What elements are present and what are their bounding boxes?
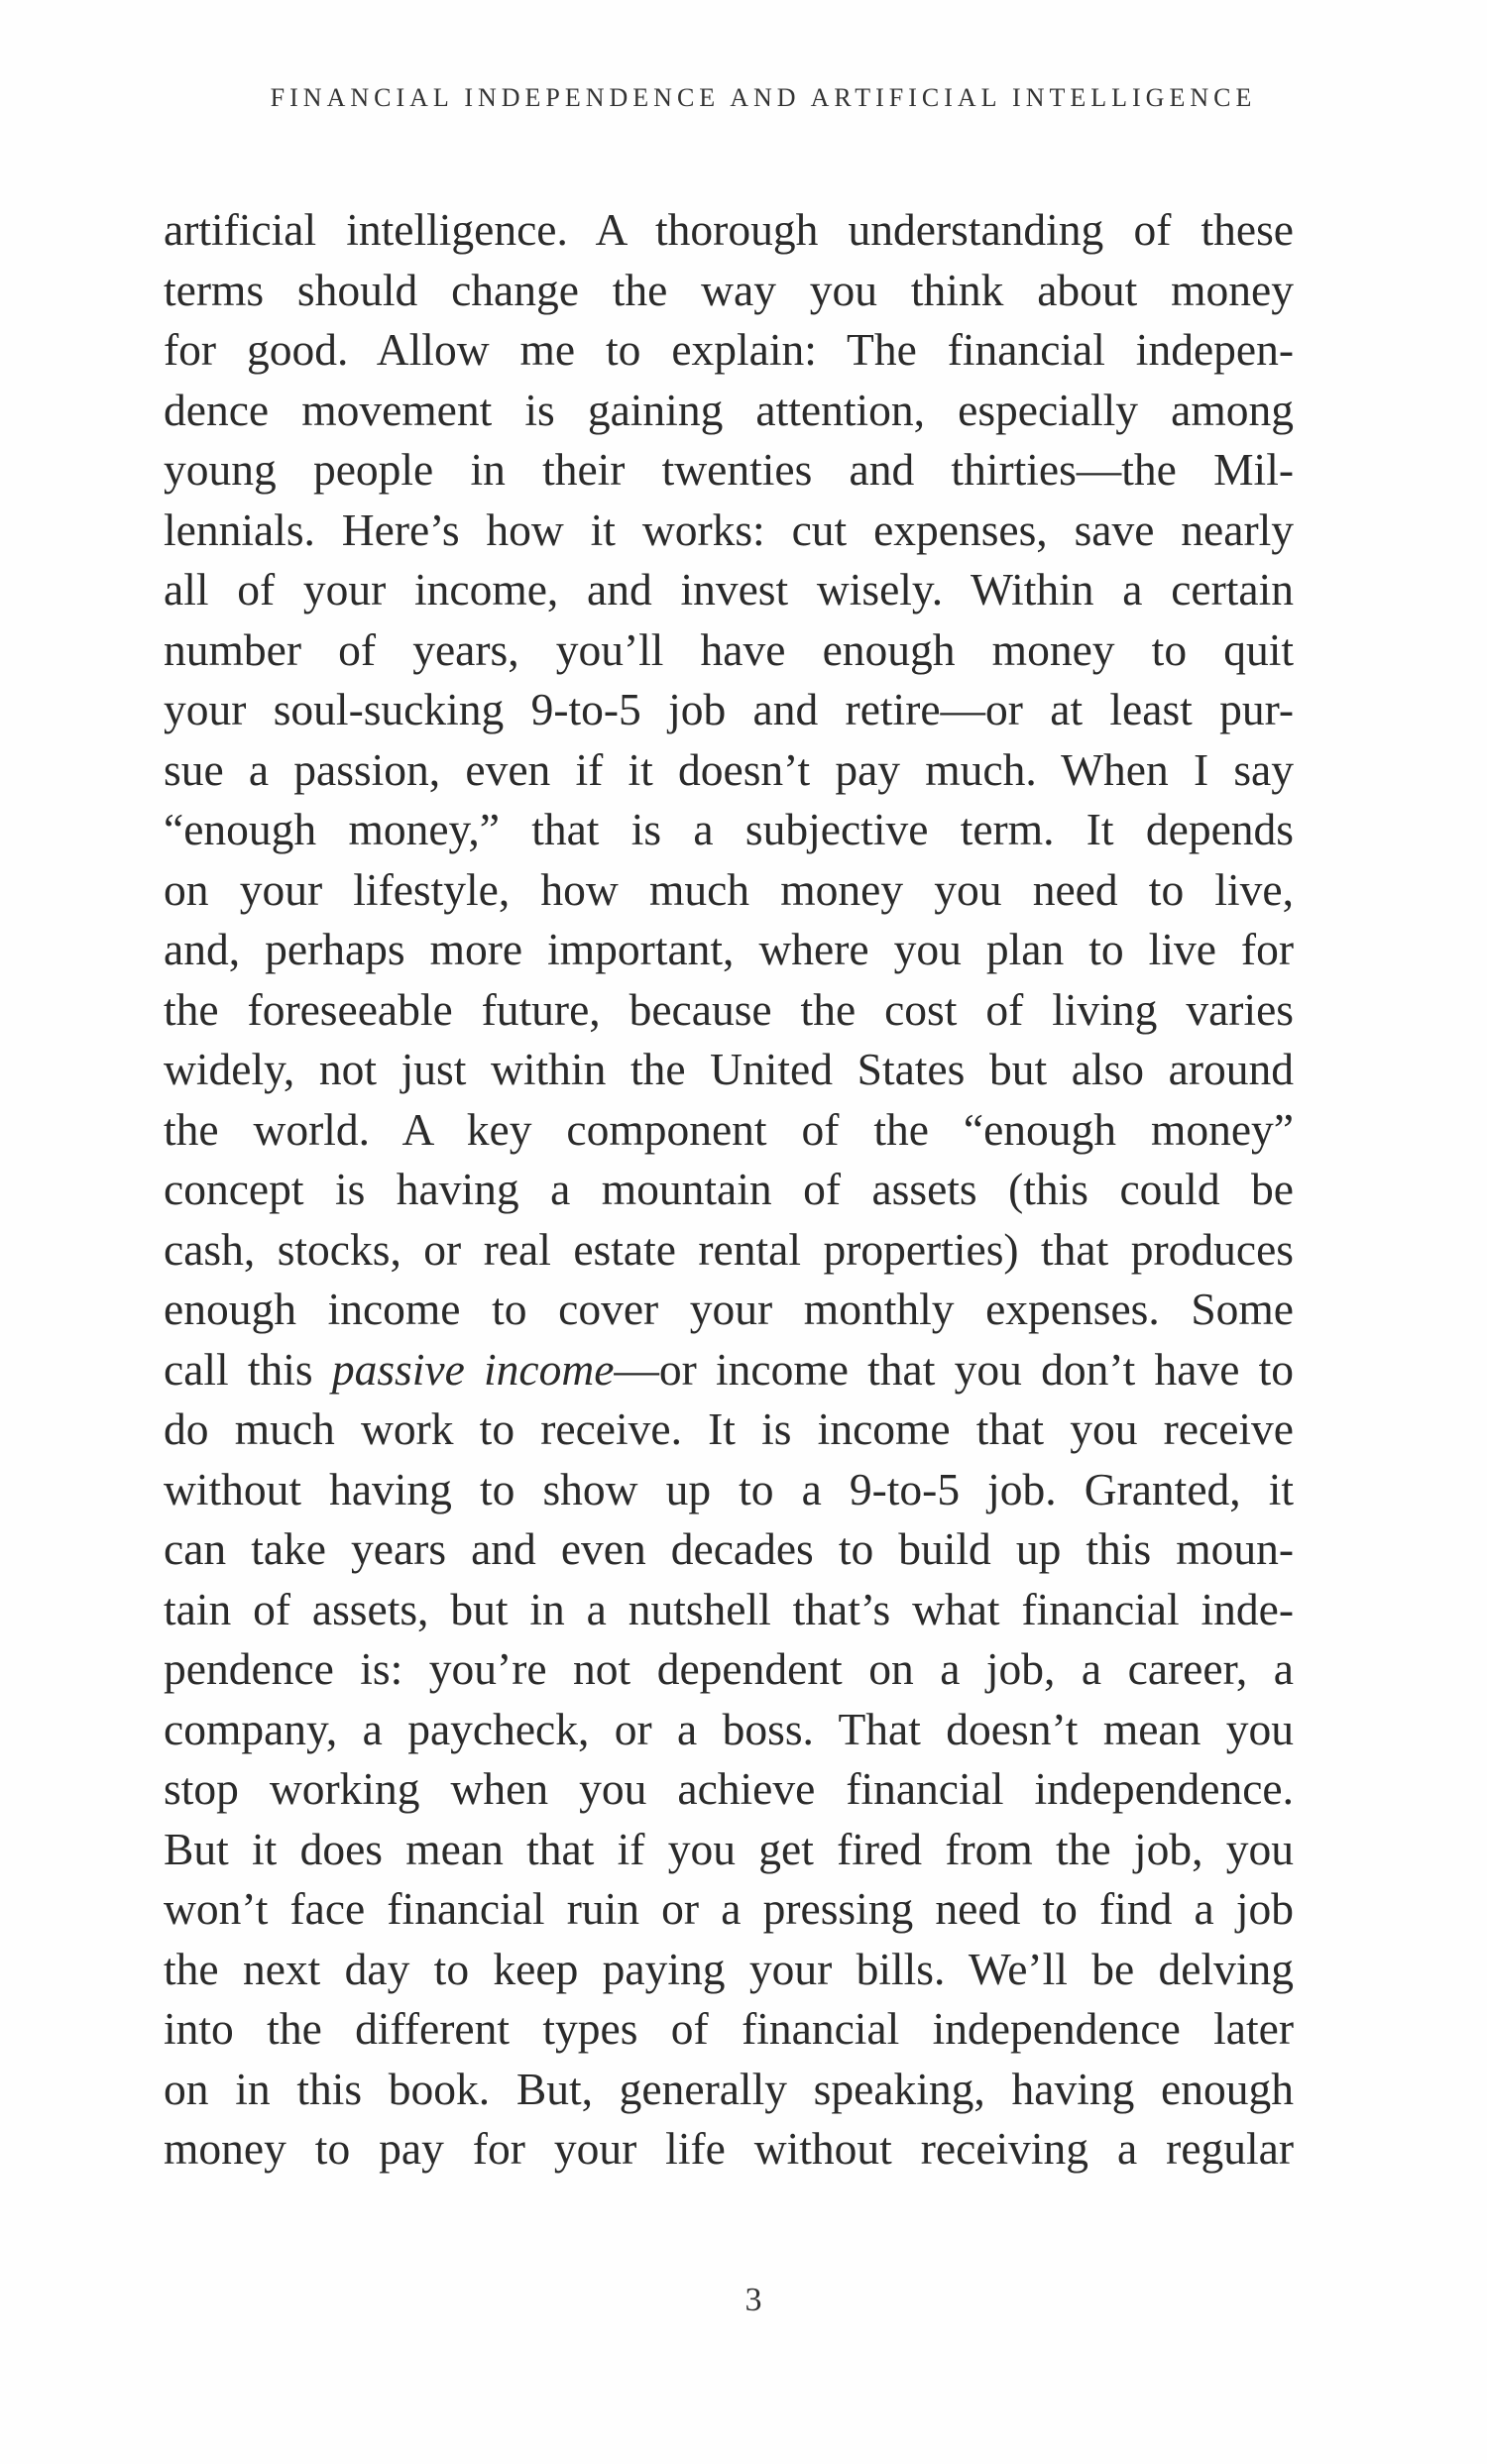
italic-term-passive-income: passive income <box>331 1343 615 1395</box>
text-line: money to pay for your life without receiving a regular <box>164 2123 1294 2174</box>
text-line: the foreseeable future, because the cost of living varies <box>164 983 1294 1035</box>
text-line: your soul-sucking 9-to-5 job and retire—or at least pur- <box>164 684 1294 734</box>
running-head: FINANCIAL INDEPENDENCE AND ARTIFICIAL INTELLIGENCE <box>270 83 1257 112</box>
text-line: do much work to receive. It is income that you receive <box>164 1403 1294 1454</box>
page-number: 3 <box>744 2282 762 2318</box>
line-text-after: —or income that you don’t have to <box>614 1343 1294 1395</box>
text-line: company, a paycheck, or a boss. That doesn’t mean you <box>164 1703 1294 1754</box>
text-line: sue a passion, even if it doesn’t pay much. When I say <box>164 743 1294 795</box>
text-line: young people in their twenties and thirties—the Mil- <box>164 444 1294 495</box>
text-line-with-italic <box>164 1340 1294 1400</box>
text-line: can take years and even decades to build up this moun- <box>164 1523 1294 1574</box>
text-line: for good. Allow me to explain: The financial indepen- <box>164 324 1294 375</box>
text-line: all of your income, and invest wisely. Within a certain <box>164 564 1294 615</box>
text-line: dence movement is gaining attention, especially among <box>164 384 1294 435</box>
body-paragraph <box>164 200 1294 2180</box>
text-line: the next day to keep paying your bills. We’ll be delving <box>164 1943 1294 1994</box>
text-line: and, perhaps more important, where you plan to live for <box>164 924 1294 974</box>
text-line: into the different types of financial independence later <box>164 2003 1294 2054</box>
text-line: number of years, you’ll have enough money to quit <box>164 623 1294 675</box>
text-line: lennials. Here’s how it works: cut expenses, save nearly <box>164 504 1294 555</box>
text-line: cash, stocks, or real estate rental properties) that produces <box>164 1223 1294 1275</box>
text-line: artificial intelligence. A thorough understanding of these <box>164 204 1294 255</box>
text-line: widely, not just within the United States but also around <box>164 1044 1294 1094</box>
line-text-before: call this <box>164 1343 332 1395</box>
text-line: concept is having a mountain of assets (this could be <box>164 1164 1294 1214</box>
text-line: without having to show up to a 9-to-5 job. Granted, it <box>164 1463 1294 1514</box>
text-line: “enough money,” that is a subjective term. It depends <box>164 804 1294 854</box>
text-line: the world. A key component of the “enough money” <box>164 1103 1294 1155</box>
text-line: won’t face financial ruin or a pressing need to find a job <box>164 1883 1294 1934</box>
text-line: enough income to cover your monthly expenses. Some <box>164 1284 1294 1334</box>
text-line: tain of assets, but in a nutshell that’s what financial inde- <box>164 1583 1294 1634</box>
text-line: stop working when you achieve financial independence. <box>164 1763 1294 1814</box>
text-line: But it does mean that if you get fired from the job, you <box>164 1823 1294 1874</box>
text-line: on in this book. But, generally speaking, having enough <box>164 2063 1294 2114</box>
text-line: terms should change the way you think about money <box>164 264 1294 315</box>
text-line: pendence is: you’re not dependent on a job, a career, a <box>164 1643 1294 1694</box>
text-line: on your lifestyle, how much money you need to live, <box>164 863 1294 915</box>
